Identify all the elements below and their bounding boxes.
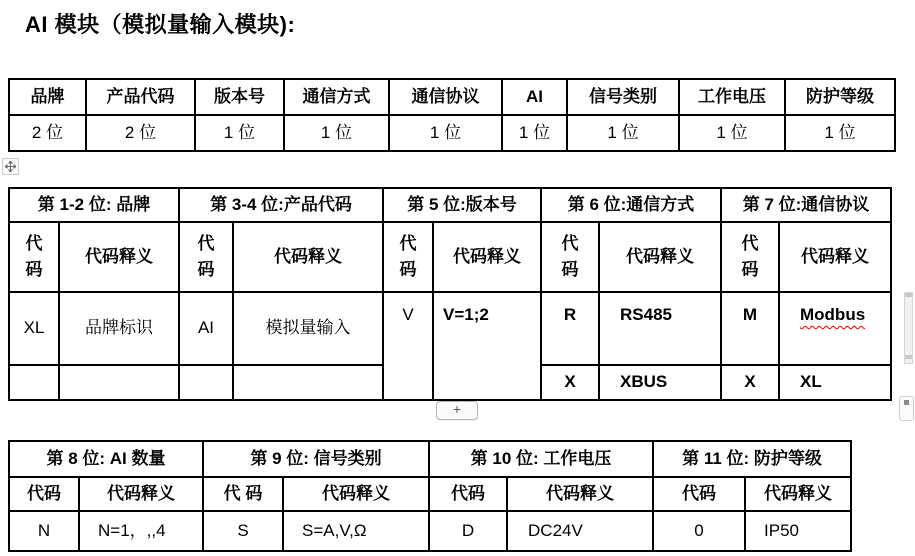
subheader-row [9, 222, 891, 292]
table-cell[interactable]: 2 位 [9, 115, 86, 151]
brand-meaning-cell[interactable]: 品牌标识 [59, 292, 179, 365]
product-meaning-cell[interactable] [233, 365, 383, 400]
meaning-label[interactable]: 代码释义 [745, 477, 851, 511]
code-label[interactable]: 代码 [541, 222, 599, 292]
group-header-ai-count[interactable]: 第 8 位: AI 数量 [9, 441, 203, 477]
code-label[interactable]: 代码 [383, 222, 433, 292]
product-code-cell[interactable] [179, 365, 233, 400]
four-arrows-icon [5, 161, 16, 172]
version-code-cell[interactable]: V [383, 292, 433, 400]
summary-table [8, 78, 896, 152]
table-cell[interactable]: 1 位 [679, 115, 785, 151]
code-label[interactable]: 代码 [429, 477, 507, 511]
group-header-protocol[interactable]: 第 7 位:通信协议 [721, 188, 891, 222]
column-header[interactable]: AI [502, 79, 567, 115]
ai-count-code-cell[interactable]: N [9, 511, 79, 551]
meaning-label[interactable]: 代码释义 [79, 477, 203, 511]
code-label[interactable]: 代码 [721, 222, 779, 292]
table-cell[interactable]: 1 位 [785, 115, 895, 151]
summary-header-row [9, 79, 895, 115]
comm-mode-meaning-cell[interactable]: XBUS [599, 365, 721, 400]
brand-meaning-cell[interactable] [59, 365, 179, 400]
ai-count-meaning-cell[interactable]: N=1，,,4 [79, 511, 203, 551]
protection-meaning-cell[interactable]: IP50 [745, 511, 851, 551]
table-cell[interactable]: 2 位 [86, 115, 195, 151]
page-title[interactable]: AI 模块（模拟量输入模块): [25, 12, 296, 37]
code-label[interactable]: 代 码 [203, 477, 283, 511]
column-header[interactable]: 防护等级 [785, 79, 895, 115]
misspelled-word: Modbus [800, 305, 866, 324]
code-label[interactable]: 代码 [9, 477, 79, 511]
column-header[interactable]: 产品代码 [86, 79, 195, 115]
table-resize-widget[interactable] [899, 396, 914, 421]
meaning-label[interactable]: 代码释义 [59, 222, 179, 292]
voltage-meaning-cell[interactable]: DC24V [507, 511, 653, 551]
table-cell[interactable]: 1 位 [284, 115, 389, 151]
meaning-label[interactable]: 代码释义 [599, 222, 721, 292]
column-header[interactable]: 通信协议 [389, 79, 502, 115]
voltage-code-cell[interactable]: D [429, 511, 507, 551]
insert-row-button[interactable]: + [436, 401, 478, 420]
table-cell[interactable]: 1 位 [567, 115, 679, 151]
code-label[interactable]: 代码 [9, 222, 59, 292]
group-header-voltage[interactable]: 第 10 位: 工作电压 [429, 441, 653, 477]
group-header-product-code[interactable]: 第 3-4 位:产品代码 [179, 188, 383, 222]
comm-mode-code-cell[interactable]: R [541, 292, 599, 365]
detail-table-positions-8-11 [8, 440, 852, 552]
protocol-code-cell[interactable]: X [721, 365, 779, 400]
column-header[interactable]: 通信方式 [284, 79, 389, 115]
summary-value-row [9, 115, 895, 151]
protocol-meaning-cell[interactable] [779, 292, 891, 365]
product-code-cell[interactable]: AI [179, 292, 233, 365]
group-header-comm-mode[interactable]: 第 6 位:通信方式 [541, 188, 721, 222]
group-header-brand[interactable]: 第 1-2 位: 品牌 [9, 188, 179, 222]
group-header-protection[interactable]: 第 11 位: 防护等级 [653, 441, 851, 477]
protection-code-cell[interactable]: 0 [653, 511, 745, 551]
meaning-label[interactable]: 代码释义 [433, 222, 541, 292]
comm-mode-code-cell[interactable]: X [541, 365, 599, 400]
table-move-handle-icon[interactable] [2, 158, 19, 175]
comm-mode-meaning-cell[interactable]: RS485 [599, 292, 721, 365]
mini-scrollbar[interactable] [904, 292, 913, 364]
version-meaning-cell[interactable]: V=1;2 [433, 292, 541, 400]
table-cell[interactable]: 1 位 [389, 115, 502, 151]
column-header[interactable]: 品牌 [9, 79, 86, 115]
brand-code-cell[interactable] [9, 365, 59, 400]
signal-code-cell[interactable]: S [203, 511, 283, 551]
column-header[interactable]: 版本号 [195, 79, 284, 115]
subheader-row [9, 477, 851, 511]
protocol-meaning-cell[interactable]: XL [779, 365, 891, 400]
meaning-label[interactable]: 代码释义 [233, 222, 383, 292]
group-header-version[interactable]: 第 5 位:版本号 [383, 188, 541, 222]
table-cell[interactable]: 1 位 [502, 115, 567, 151]
brand-code-cell[interactable]: XL [9, 292, 59, 365]
protocol-code-cell[interactable]: M [721, 292, 779, 365]
group-header-signal-type[interactable]: 第 9 位: 信号类别 [203, 441, 429, 477]
meaning-label[interactable]: 代码释义 [507, 477, 653, 511]
meaning-label[interactable]: 代码释义 [283, 477, 429, 511]
meaning-label[interactable]: 代码释义 [779, 222, 891, 292]
column-header[interactable]: 信号类别 [567, 79, 679, 115]
code-label[interactable]: 代码 [653, 477, 745, 511]
group-header-row [9, 188, 891, 222]
signal-meaning-cell[interactable]: S=A,V,Ω [283, 511, 429, 551]
column-header[interactable]: 工作电压 [679, 79, 785, 115]
product-meaning-cell[interactable]: 模拟量输入 [233, 292, 383, 365]
detail-table-positions-1-7 [8, 187, 892, 401]
group-header-row [9, 441, 851, 477]
data-row [9, 292, 891, 365]
data-row [9, 511, 851, 551]
table-cell[interactable]: 1 位 [195, 115, 284, 151]
code-label[interactable]: 代码 [179, 222, 233, 292]
